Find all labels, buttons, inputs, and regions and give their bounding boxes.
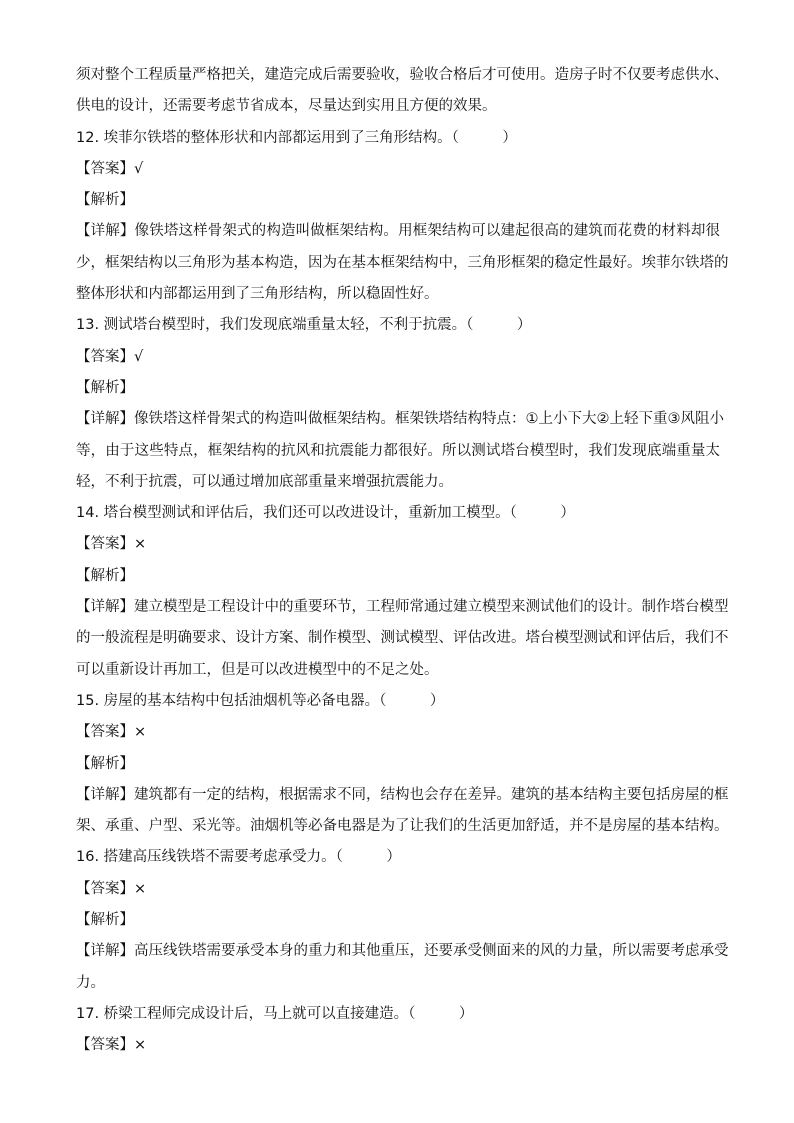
question-text: 15. 房屋的基本结构中包括油烟机等必备电器。（ ）	[76, 692, 445, 709]
question-text: 14. 塔台模型测试和评估后，我们还可以改进设计，重新加工模型。（ ）	[76, 505, 575, 522]
answer-text: 【答案】√	[76, 160, 144, 177]
question-text: 12. 埃菲尔铁塔的整体形状和内部都运用到了三角形结构。（ ）	[76, 129, 517, 146]
analysis-label: 【解析】	[76, 192, 134, 209]
detail-line: 【详解】建立模型是工程设计中的重要环节，工程师常通过建立模型来测试他们的设计。制作塔台模型	[76, 599, 729, 616]
intro-line: 供电的设计，还需要考虑节省成本，尽量达到实用且方便的效果。	[76, 98, 497, 115]
detail-line: 轻，不利于抗震，可以通过增加底部重量来增强抗震能力。	[76, 473, 453, 490]
detail-paragraph	[76, 592, 729, 686]
question-text: 16. 搭建高压线铁塔不需要考虑承受力。（ ）	[76, 849, 401, 866]
analysis-label: 【解析】	[76, 379, 134, 396]
answer-text: 【答案】×	[76, 1037, 147, 1054]
detail-line: 等，由于这些特点，框架结构的抗风和抗震能力都很好。所以测试塔台模型时，我们发现底端重量太	[76, 442, 720, 459]
question-block-14	[76, 498, 729, 686]
analysis-label: 【解析】	[76, 567, 134, 584]
question-text: 17. 桥梁工程师完成设计后，马上就可以直接建造。（ ）	[76, 1005, 474, 1022]
analysis-label: 【解析】	[76, 912, 134, 929]
detail-line: 力。	[76, 974, 105, 991]
answer-text: 【答案】√	[76, 348, 144, 365]
detail-line: 整体形状和内部都运用到了三角形结构，所以稳固性好。	[76, 286, 439, 303]
answer-text: 【答案】×	[76, 724, 147, 741]
intro-line: 须对整个工程质量严格把关，建造完成后需要验收，验收合格后才可使用。造房子时不仅要考虑供水、	[76, 67, 729, 83]
question-block-17	[76, 999, 720, 1062]
answer-text: 【答案】×	[76, 536, 147, 553]
detail-line: 少，框架结构以三角形为基本构造，因为在基本框架结构中，三角形框架的稳定性最好。埃菲尔铁塔的	[76, 254, 729, 271]
detail-line: 架、承重、户型、采光等。油烟机等必备电器是为了让我们的生活更加舒适，并不是房屋的基本结构。	[76, 818, 729, 835]
detail-paragraph	[76, 936, 729, 999]
detail-line: 【详解】建筑都有一定的结构，根据需求不同，结构也会存在差异。建筑的基本结构主要包括房屋的框	[76, 786, 729, 803]
analysis-label: 【解析】	[76, 755, 134, 772]
detail-paragraph	[76, 780, 729, 843]
question-text: 13. 测试塔台模型时，我们发现底端重量太轻，不利于抗震。（ ）	[76, 317, 532, 334]
intro-paragraph	[76, 60, 729, 123]
detail-line: 【详解】像铁塔这样骨架式的构造叫做框架结构。用框架结构可以建起很高的建筑而花费的材料却很	[76, 223, 720, 240]
question-block-15	[76, 686, 729, 842]
question-block-16	[76, 842, 729, 998]
answer-text: 【答案】×	[76, 880, 147, 897]
detail-line: 的一般流程是明确要求、设计方案、制作模型、测试模型、评估改进。塔台模型测试和评估后，我们不	[76, 630, 729, 647]
detail-line: 可以重新设计再加工，但是可以改进模型中的不足之处。	[76, 661, 439, 678]
document-page	[76, 60, 729, 1062]
detail-line: 【详解】像铁塔这样骨架式的构造叫做框架结构。框架铁塔结构特点：①上小下大②上轻下重③风阻小	[76, 411, 724, 428]
question-block-13	[76, 310, 724, 498]
question-block-12	[76, 123, 729, 311]
detail-paragraph	[76, 404, 724, 498]
detail-line: 【详解】高压线铁塔需要承受本身的重力和其他重压，还要承受侧面来的风的力量，所以需要考虑承受	[76, 943, 729, 960]
detail-paragraph	[76, 216, 729, 310]
